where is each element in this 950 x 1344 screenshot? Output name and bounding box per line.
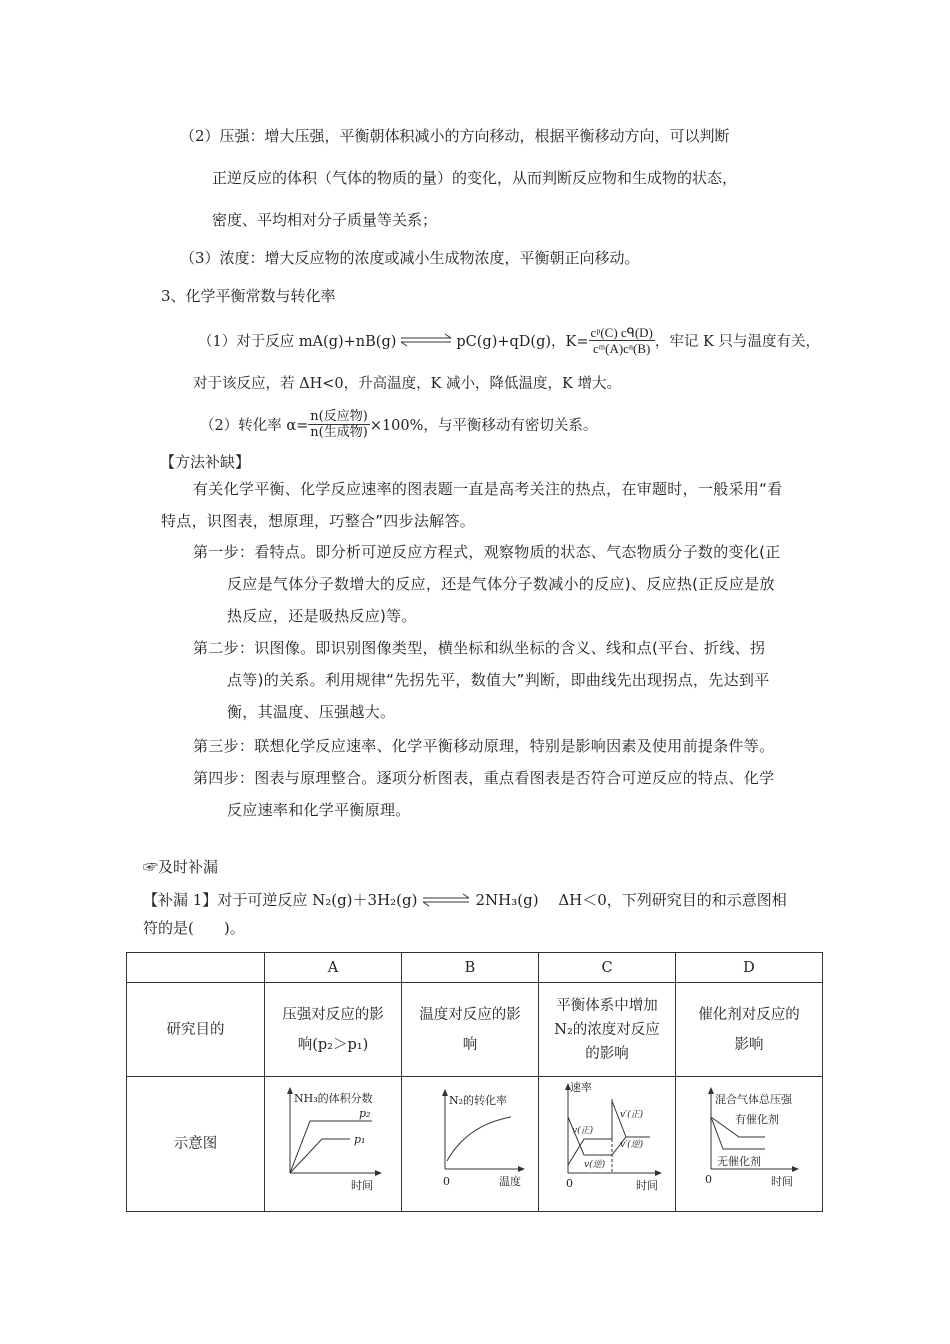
diagram-b-curve bbox=[447, 1117, 511, 1161]
diagram-d-with-catalyst: 有催化剂 bbox=[735, 1113, 779, 1126]
purpose-d-line-1: 催化剂对反应的 bbox=[698, 1006, 800, 1023]
diagram-c-vrev2-label: v′(逆) bbox=[620, 1140, 644, 1150]
alpha-suffix: ×100%，与平衡移动有密切关系。 bbox=[369, 417, 598, 434]
question-tag: 【补漏 1】 bbox=[143, 891, 218, 909]
diagram-b-x-arrow bbox=[518, 1166, 525, 1172]
alpha-fraction bbox=[308, 409, 370, 440]
diagram-d-no-catalyst: 无催化剂 bbox=[717, 1155, 761, 1168]
k-fraction bbox=[589, 325, 655, 356]
purpose-b bbox=[402, 983, 539, 1077]
step4-line-2: 反应速率和化学平衡原理。 bbox=[227, 801, 411, 819]
purpose-a-line-2: 响(p₂＞p₁) bbox=[297, 1036, 369, 1053]
diagram-d bbox=[677, 1077, 821, 1203]
diagram-c-vfwd2-label: v′(正) bbox=[620, 1110, 644, 1120]
diagram-a-x-arrow bbox=[375, 1170, 382, 1176]
step2-line-3: 衡，其温度、压强越大。 bbox=[227, 703, 396, 721]
equilibrium-constant-line bbox=[198, 322, 820, 358]
diagram-a-p1-label: p₁ bbox=[354, 1133, 366, 1146]
question-line-1 bbox=[143, 890, 787, 910]
diagram-c bbox=[540, 1077, 674, 1203]
purpose-b-line-1: 温度对反应的影 bbox=[419, 1006, 521, 1023]
diagram-d-origin: 0 bbox=[705, 1173, 712, 1186]
diagram-d-cell bbox=[676, 1077, 823, 1212]
k-products: pC(g)+qD(g)，K= bbox=[456, 333, 589, 350]
diagram-a-y-arrow bbox=[287, 1087, 293, 1094]
diagram-b-ylabel: N₂的转化率 bbox=[449, 1094, 508, 1107]
row-label-purpose: 研究目的 bbox=[127, 983, 265, 1077]
purpose-c bbox=[539, 983, 676, 1077]
options-table bbox=[126, 952, 823, 1212]
diagram-c-x-arrow bbox=[655, 1170, 662, 1176]
step2-line-2: 点等)的关系。利用规律“先拐先平，数值大”判断，即曲线先出现拐点，先达到平 bbox=[227, 671, 770, 689]
pressure-line-1: （2）压强：增大压强，平衡朝体积减小的方向移动，根据平衡移动方向，可以判断 bbox=[180, 127, 730, 145]
alpha-denominator: n(生成物) bbox=[310, 424, 368, 440]
header-b: B bbox=[402, 953, 539, 983]
purpose-a-line-1: 压强对反应的影 bbox=[282, 1006, 384, 1023]
purpose-c-line-3: 的影响 bbox=[585, 1045, 629, 1062]
diagram-d-x-arrow bbox=[792, 1166, 799, 1172]
alpha-numerator: n(反应物) bbox=[310, 408, 368, 424]
table-header-row bbox=[127, 953, 823, 983]
diagram-d-xlabel: 时间 bbox=[771, 1175, 793, 1188]
step1-line-2: 反应是气体分子数增大的反应，还是气体分子数减小的反应)、反应热(正反应是放 bbox=[227, 575, 775, 593]
diagram-c-vrev-label: v(逆) bbox=[584, 1160, 606, 1170]
k-numerator: cᵖ(C) cᑫ(D) bbox=[590, 324, 653, 340]
diagram-a bbox=[266, 1077, 400, 1203]
method-title: 【方法补缺】 bbox=[160, 453, 251, 471]
step1-line-3: 热反应，还是吸热反应)等。 bbox=[227, 607, 417, 625]
diagram-c-ylabel: 速率 bbox=[570, 1081, 592, 1094]
purpose-d bbox=[676, 983, 823, 1077]
diagram-c-origin: 0 bbox=[566, 1177, 573, 1190]
diagram-a-cell bbox=[265, 1077, 402, 1212]
reversible-arrow-icon bbox=[421, 893, 471, 907]
diagram-a-xlabel: 时间 bbox=[351, 1179, 373, 1192]
diagram-d-ylabel: 混合气体总压强 bbox=[715, 1093, 792, 1106]
purpose-a bbox=[265, 983, 402, 1077]
purpose-c-line-1: 平衡体系中增加 bbox=[556, 997, 658, 1014]
diagram-a-ylabel: NH₃的体积分数 bbox=[294, 1092, 373, 1105]
diagram-row bbox=[127, 1077, 823, 1212]
diagram-a-curve-p1 bbox=[290, 1139, 350, 1173]
diagram-b-origin: 0 bbox=[443, 1175, 450, 1188]
diagram-b-xlabel: 温度 bbox=[499, 1175, 521, 1188]
diagram-c-vfwd-label: v(正) bbox=[572, 1126, 594, 1136]
method-intro-2: 特点，识图表，想原理，巧整合”四步法解答。 bbox=[161, 512, 476, 530]
diagram-b-cell bbox=[402, 1077, 539, 1212]
k-denominator: cᵐ(A)cⁿ(B) bbox=[593, 340, 651, 356]
step1-line-1: 第一步：看特点。即分析可逆反应方程式，观察物质的状态、气态物质分子数的变化(正 bbox=[193, 543, 781, 561]
question-text-a: 对于可逆反应 N₂(g)＋3H₂(g) bbox=[217, 891, 418, 909]
row-label-diagram: 示意图 bbox=[127, 1077, 265, 1212]
supplement-heading: ☞及时补漏 bbox=[143, 858, 219, 876]
purpose-c-line-2: N₂的浓度对反应 bbox=[554, 1021, 660, 1038]
header-c: C bbox=[539, 953, 676, 983]
step4-line-1: 第四步：图表与原理整合。逐项分析图表，重点看图表是否符合可逆反应的特点、化学 bbox=[193, 769, 775, 787]
diagram-b-y-arrow bbox=[442, 1089, 448, 1096]
diagram-c-cell bbox=[539, 1077, 676, 1212]
question-line-2: 符的是( )。 bbox=[143, 919, 245, 937]
purpose-d-line-2: 影响 bbox=[734, 1036, 764, 1053]
method-intro-1: 有关化学平衡、化学反应速率的图表题一直是高考关注的热点，在审题时，一般采用“看 bbox=[193, 480, 783, 498]
step2-line-1: 第二步：识图像。即识别图像类型，横坐标和纵坐标的含义、线和点(平台、折线、拐 bbox=[193, 639, 766, 657]
question-text-b: 2NH₃(g) ΔH＜0，下列研究目的和示意图相 bbox=[475, 891, 787, 909]
header-d: D bbox=[676, 953, 823, 983]
step3-line-1: 第三步：联想化学反应速率、化学平衡移动原理，特别是影响因素及使用前提条件等。 bbox=[193, 737, 775, 755]
diagram-a-curve-p2 bbox=[290, 1121, 372, 1173]
k-line-2: 对于该反应，若 ΔH<0，升高温度，K 减小，降低温度，K 增大。 bbox=[193, 376, 621, 392]
section3-heading: 3、化学平衡常数与转化率 bbox=[161, 287, 336, 305]
purpose-b-line-2: 响 bbox=[462, 1036, 478, 1053]
pressure-line-3: 密度、平均相对分子质量等关系； bbox=[212, 211, 438, 229]
pressure-line-2: 正逆反应的体积（气体的物质的量）的变化，从而判断反应物和生成物的状态， bbox=[212, 169, 738, 187]
reversible-arrow-icon bbox=[399, 333, 453, 347]
header-a: A bbox=[265, 953, 402, 983]
concentration-line: （3）浓度：增大反应物的浓度或减小生成物浓度，平衡朝正向移动。 bbox=[180, 249, 640, 267]
conversion-rate-line bbox=[200, 406, 597, 442]
purpose-row bbox=[127, 983, 823, 1077]
diagram-a-p2-label: p₂ bbox=[359, 1107, 371, 1120]
alpha-prefix: （2）转化率 α= bbox=[200, 417, 309, 434]
k-prefix: （1）对于反应 mA(g)+nB(g) bbox=[198, 333, 397, 350]
table-corner-cell bbox=[127, 953, 265, 983]
diagram-c-xlabel: 时间 bbox=[636, 1179, 658, 1192]
k-suffix: ，牢记 K 只与温度有关， bbox=[654, 333, 820, 350]
diagram-d-y-arrow bbox=[708, 1087, 714, 1094]
diagram-b bbox=[403, 1077, 537, 1203]
